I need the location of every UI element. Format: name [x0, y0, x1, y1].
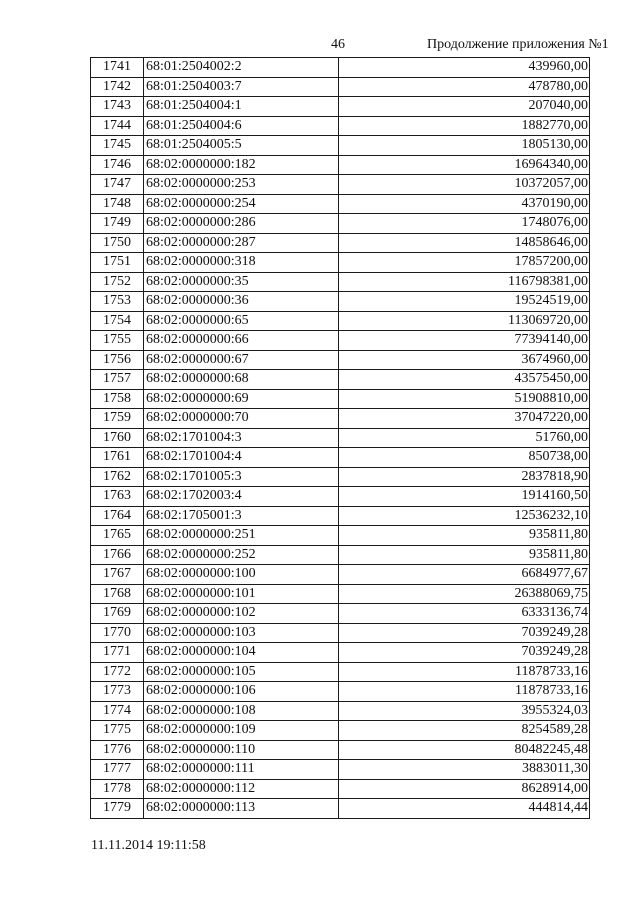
- cadastral-number-cell: 68:01:2504002:2: [144, 58, 339, 78]
- cadastral-value-cell: 3674960,00: [339, 350, 590, 370]
- cadastral-number-cell: 68:02:0000000:102: [144, 604, 339, 624]
- table-row: [91, 194, 590, 214]
- table-row: [91, 409, 590, 429]
- continuation-title: Продолжение приложения №1: [427, 37, 609, 52]
- row-number-cell: 1779: [91, 799, 144, 819]
- row-number-cell: 1743: [91, 97, 144, 117]
- cadastral-value-cell: 6333136,74: [339, 604, 590, 624]
- table-row: [91, 389, 590, 409]
- row-number-cell: 1763: [91, 487, 144, 507]
- row-number-cell: 1757: [91, 370, 144, 390]
- cadastral-value-cell: 850738,00: [339, 448, 590, 468]
- cadastral-value-cell: 444814,44: [339, 799, 590, 819]
- table-row: [91, 58, 590, 78]
- table-row: [91, 350, 590, 370]
- cadastral-value-cell: 935811,80: [339, 526, 590, 546]
- row-number-cell: 1759: [91, 409, 144, 429]
- row-number-cell: 1760: [91, 428, 144, 448]
- table-row: [91, 565, 590, 585]
- cadastral-value-cell: 7039249,28: [339, 643, 590, 663]
- row-number-cell: 1746: [91, 155, 144, 175]
- row-number-cell: 1742: [91, 77, 144, 97]
- cadastral-number-cell: 68:02:0000000:35: [144, 272, 339, 292]
- cadastral-value-cell: 3883011,30: [339, 760, 590, 780]
- table-row: [91, 682, 590, 702]
- table-row: [91, 175, 590, 195]
- table-row: [91, 214, 590, 234]
- cadastral-value-cell: 2837818,90: [339, 467, 590, 487]
- row-number-cell: 1744: [91, 116, 144, 136]
- cadastral-number-cell: 68:02:1701004:4: [144, 448, 339, 468]
- cadastral-number-cell: 68:01:2504005:5: [144, 136, 339, 156]
- table-row: [91, 643, 590, 663]
- cadastral-value-cell: 4370190,00: [339, 194, 590, 214]
- cadastral-number-cell: 68:02:0000000:286: [144, 214, 339, 234]
- cadastral-number-cell: 68:02:1705001:3: [144, 506, 339, 526]
- table-row: [91, 77, 590, 97]
- cadastral-number-cell: 68:02:1701005:3: [144, 467, 339, 487]
- row-number-cell: 1753: [91, 292, 144, 312]
- cadastral-value-cell: 11878733,16: [339, 682, 590, 702]
- row-number-cell: 1749: [91, 214, 144, 234]
- cadastral-number-cell: 68:02:0000000:70: [144, 409, 339, 429]
- row-number-cell: 1761: [91, 448, 144, 468]
- row-number-cell: 1755: [91, 331, 144, 351]
- table-row: [91, 623, 590, 643]
- table-row: [91, 311, 590, 331]
- row-number-cell: 1766: [91, 545, 144, 565]
- table-row: [91, 370, 590, 390]
- row-number-cell: 1768: [91, 584, 144, 604]
- cadastral-value-cell: 51760,00: [339, 428, 590, 448]
- table-row: [91, 721, 590, 741]
- cadastral-number-cell: 68:02:0000000:103: [144, 623, 339, 643]
- cadastral-number-cell: 68:01:2504004:1: [144, 97, 339, 117]
- row-number-cell: 1764: [91, 506, 144, 526]
- cadastral-number-cell: 68:01:2504004:6: [144, 116, 339, 136]
- cadastral-value-cell: 1805130,00: [339, 136, 590, 156]
- cadastral-number-cell: 68:02:0000000:69: [144, 389, 339, 409]
- table-row: [91, 331, 590, 351]
- cadastral-value-cell: 6684977,67: [339, 565, 590, 585]
- table-row: [91, 233, 590, 253]
- table-row: [91, 467, 590, 487]
- row-number-cell: 1778: [91, 779, 144, 799]
- cadastral-value-cell: 935811,80: [339, 545, 590, 565]
- table-row: [91, 584, 590, 604]
- cadastral-value-cell: 10372057,00: [339, 175, 590, 195]
- cadastral-number-cell: 68:02:1701004:3: [144, 428, 339, 448]
- cadastral-number-cell: 68:02:0000000:66: [144, 331, 339, 351]
- cadastral-value-cell: 37047220,00: [339, 409, 590, 429]
- table-row: [91, 701, 590, 721]
- row-number-cell: 1762: [91, 467, 144, 487]
- table-row: [91, 604, 590, 624]
- cadastral-number-cell: 68:02:0000000:251: [144, 526, 339, 546]
- cadastral-number-cell: 68:02:0000000:253: [144, 175, 339, 195]
- row-number-cell: 1774: [91, 701, 144, 721]
- row-number-cell: 1741: [91, 58, 144, 78]
- cadastral-number-cell: 68:02:0000000:67: [144, 350, 339, 370]
- row-number-cell: 1771: [91, 643, 144, 663]
- table-body: [91, 58, 590, 819]
- cadastral-value-cell: 77394140,00: [339, 331, 590, 351]
- cadastral-value-cell: 80482245,48: [339, 740, 590, 760]
- cadastral-value-cell: 14858646,00: [339, 233, 590, 253]
- table-row: [91, 253, 590, 273]
- row-number-cell: 1775: [91, 721, 144, 741]
- table-row: [91, 136, 590, 156]
- table-row: [91, 526, 590, 546]
- cadastral-value-cell: 1882770,00: [339, 116, 590, 136]
- row-number-cell: 1772: [91, 662, 144, 682]
- cadastral-value-cell: 439960,00: [339, 58, 590, 78]
- cadastral-number-cell: 68:02:0000000:36: [144, 292, 339, 312]
- cadastral-value-table: [90, 57, 590, 819]
- cadastral-number-cell: 68:02:0000000:318: [144, 253, 339, 273]
- row-number-cell: 1773: [91, 682, 144, 702]
- cadastral-value-cell: 51908810,00: [339, 389, 590, 409]
- cadastral-value-cell: 8254589,28: [339, 721, 590, 741]
- cadastral-number-cell: 68:01:2504003:7: [144, 77, 339, 97]
- row-number-cell: 1758: [91, 389, 144, 409]
- cadastral-number-cell: 68:02:0000000:105: [144, 662, 339, 682]
- cadastral-value-cell: 11878733,16: [339, 662, 590, 682]
- table-row: [91, 292, 590, 312]
- cadastral-value-cell: 43575450,00: [339, 370, 590, 390]
- cadastral-value-cell: 1748076,00: [339, 214, 590, 234]
- footer-timestamp: 11.11.2014 19:11:58: [91, 838, 206, 853]
- cadastral-value-cell: 8628914,00: [339, 779, 590, 799]
- cadastral-value-cell: 7039249,28: [339, 623, 590, 643]
- cadastral-number-cell: 68:02:0000000:100: [144, 565, 339, 585]
- row-number-cell: 1745: [91, 136, 144, 156]
- table-row: [91, 740, 590, 760]
- row-number-cell: 1754: [91, 311, 144, 331]
- row-number-cell: 1748: [91, 194, 144, 214]
- table-row: [91, 487, 590, 507]
- table-row: [91, 506, 590, 526]
- cadastral-value-cell: 3955324,03: [339, 701, 590, 721]
- cadastral-number-cell: 68:02:0000000:106: [144, 682, 339, 702]
- table-row: [91, 428, 590, 448]
- cadastral-value-cell: 207040,00: [339, 97, 590, 117]
- row-number-cell: 1770: [91, 623, 144, 643]
- table-row: [91, 799, 590, 819]
- table-row: [91, 155, 590, 175]
- cadastral-number-cell: 68:02:0000000:68: [144, 370, 339, 390]
- table-row: [91, 448, 590, 468]
- cadastral-number-cell: 68:02:0000000:65: [144, 311, 339, 331]
- row-number-cell: 1765: [91, 526, 144, 546]
- row-number-cell: 1752: [91, 272, 144, 292]
- table-row: [91, 97, 590, 117]
- cadastral-number-cell: 68:02:0000000:254: [144, 194, 339, 214]
- row-number-cell: 1756: [91, 350, 144, 370]
- row-number-cell: 1769: [91, 604, 144, 624]
- table-row: [91, 779, 590, 799]
- table-row: [91, 662, 590, 682]
- table-row: [91, 760, 590, 780]
- cadastral-value-cell: 17857200,00: [339, 253, 590, 273]
- cadastral-value-cell: 12536232,10: [339, 506, 590, 526]
- row-number-cell: 1750: [91, 233, 144, 253]
- cadastral-number-cell: 68:02:0000000:108: [144, 701, 339, 721]
- cadastral-number-cell: 68:02:0000000:109: [144, 721, 339, 741]
- cadastral-value-cell: 26388069,75: [339, 584, 590, 604]
- cadastral-number-cell: 68:02:0000000:113: [144, 799, 339, 819]
- cadastral-value-cell: 19524519,00: [339, 292, 590, 312]
- cadastral-value-cell: 478780,00: [339, 77, 590, 97]
- table-row: [91, 116, 590, 136]
- cadastral-number-cell: 68:02:0000000:111: [144, 760, 339, 780]
- row-number-cell: 1776: [91, 740, 144, 760]
- cadastral-number-cell: 68:02:0000000:287: [144, 233, 339, 253]
- cadastral-value-cell: 116798381,00: [339, 272, 590, 292]
- row-number-cell: 1751: [91, 253, 144, 273]
- cadastral-number-cell: 68:02:0000000:112: [144, 779, 339, 799]
- row-number-cell: 1747: [91, 175, 144, 195]
- cadastral-number-cell: 68:02:0000000:101: [144, 584, 339, 604]
- cadastral-value-cell: 113069720,00: [339, 311, 590, 331]
- cadastral-number-cell: 68:02:1702003:4: [144, 487, 339, 507]
- cadastral-number-cell: 68:02:0000000:252: [144, 545, 339, 565]
- row-number-cell: 1777: [91, 760, 144, 780]
- cadastral-number-cell: 68:02:0000000:104: [144, 643, 339, 663]
- table-row: [91, 545, 590, 565]
- page-number: 46: [331, 37, 345, 52]
- cadastral-value-cell: 1914160,50: [339, 487, 590, 507]
- table-row: [91, 272, 590, 292]
- cadastral-number-cell: 68:02:0000000:182: [144, 155, 339, 175]
- row-number-cell: 1767: [91, 565, 144, 585]
- cadastral-value-cell: 16964340,00: [339, 155, 590, 175]
- cadastral-number-cell: 68:02:0000000:110: [144, 740, 339, 760]
